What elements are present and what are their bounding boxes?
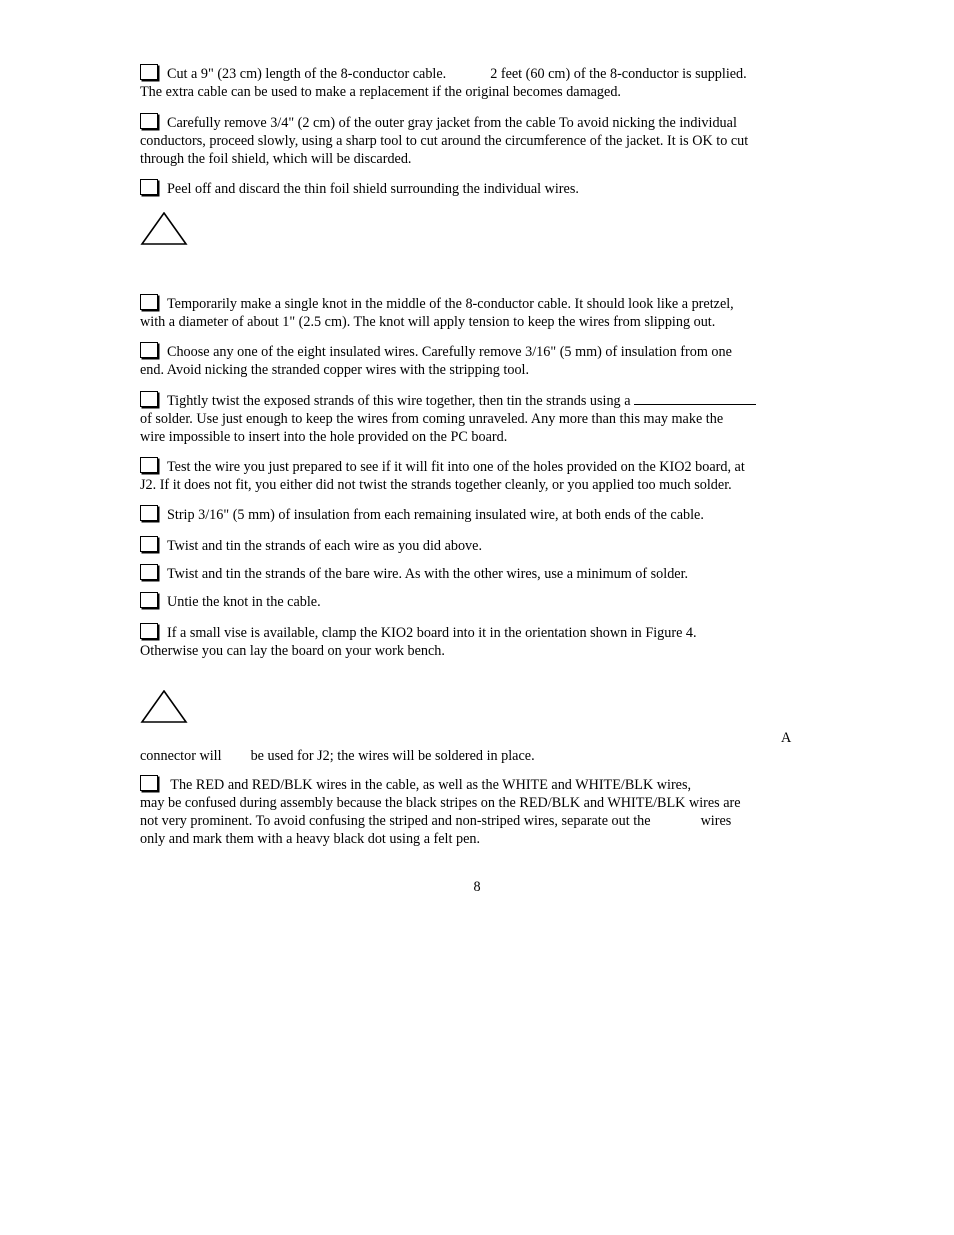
warning-icon [140,212,188,246]
checkbox[interactable] [140,294,158,310]
step-twist-tin [140,391,756,446]
step-text: Test the wire you just prepared to see if it will fit into one of the holes provided on the KIO2 board, at [167,459,745,475]
step-text: Otherwise you can lay the board on your work bench. [140,643,445,659]
step-strip-one-wire [140,342,732,379]
note-text: be used for J2; the wires will be soldered in place. [250,748,535,764]
step-text: Choose any one of the eight insulated wires. Carefully remove 3/16" (5 mm) of insulation from one [167,344,732,360]
checkbox[interactable] [140,64,158,80]
step-text: through the foil shield, which will be discarded. [140,151,412,167]
note-text: connector will [140,748,222,764]
step-text: Tightly twist the exposed strands of this wire together, then tin the strands using a [167,393,631,409]
step-text: only and mark them with a heavy black dot using a felt pen. [140,831,481,847]
step-text: Twist and tin the strands of the bare wire. As with the other wires, use a minimum of solder. [167,566,689,582]
step-strip-remaining [140,505,704,524]
checkbox[interactable] [140,775,158,791]
step-text: Strip 3/16" (5 mm) of insulation from each remaining insulated wire, at both ends of the cable. [167,507,704,523]
step-mark-wires [140,775,741,848]
step-knot-cable [140,294,734,331]
step-peel-foil [140,179,579,198]
checkbox[interactable] [140,391,158,407]
step-text: may be confused during assembly because the black stripes on the RED/BLK and WHITE/BLK wires are [140,795,741,811]
step-clamp-board [140,623,697,660]
blank-line [634,392,756,405]
checkbox[interactable] [140,623,158,639]
checkbox[interactable] [140,592,158,608]
step-twist-each [140,536,482,555]
checkbox[interactable] [140,536,158,552]
step-twist-bare [140,564,688,583]
step-text: Twist and tin the strands of each wire as you did above. [167,538,482,554]
step-text: wires [700,813,732,829]
step-text: The RED and RED/BLK wires in the cable, as well as the WHITE and WHITE/BLK wires, [170,777,692,793]
step-text: with a diameter of about 1" (2.5 cm). The knot will apply tension to keep the wires from slipping out. [140,314,716,330]
step-text: Carefully remove 3/4" (2 cm) of the outer gray jacket from the cable To avoid nicking the individual [167,115,737,131]
step-test-fit [140,457,745,494]
step-text: Peel off and discard the thin foil shield surrounding the individual wires. [167,181,579,197]
step-text: Cut a 9" (23 cm) length of the 8-conductor cable. [167,66,447,82]
checkbox[interactable] [140,564,158,580]
step-untie-knot [140,592,321,611]
checkbox[interactable] [140,457,158,473]
step-text: of solder. Use just enough to keep the wires from coming unraveled. Any more than this may make the [140,411,724,427]
step-text: The extra cable can be used to make a replacement if the original becomes damaged. [140,84,621,100]
step-cut-cable [140,64,747,101]
step-text: J2. If it does not fit, you either did not twist the strands together cleanly, or you applied too much solder. [140,477,732,493]
step-remove-jacket [140,113,748,168]
step-text: end. Avoid nicking the stranded copper wires with the stripping tool. [140,362,530,378]
step-text: Untie the knot in the cable. [167,594,321,610]
step-text: wire impossible to insert into the hole provided on the PC board. [140,429,508,445]
checkbox[interactable] [140,113,158,129]
checkbox[interactable] [140,505,158,521]
step-text: not very prominent. To avoid confusing the striped and non-striped wires, separate out the [140,813,651,829]
note-connector [140,747,535,765]
checkbox[interactable] [140,179,158,195]
warning-icon [140,690,188,724]
step-text: Temporarily make a single knot in the middle of the 8-conductor cable. It should look like a pretzel, [167,296,734,312]
step-text: 2 feet (60 cm) of the 8-conductor is supplied. [490,66,747,82]
step-text: conductors, proceed slowly, using a sharp tool to cut around the circumference of the jacket. It is OK to cut [140,133,749,149]
checkbox[interactable] [140,342,158,358]
page-number: 8 [473,879,481,895]
note-text: A [781,730,792,746]
step-text: If a small vise is available, clamp the KIO2 board into it in the orientation shown in Figure 4. [167,625,697,641]
